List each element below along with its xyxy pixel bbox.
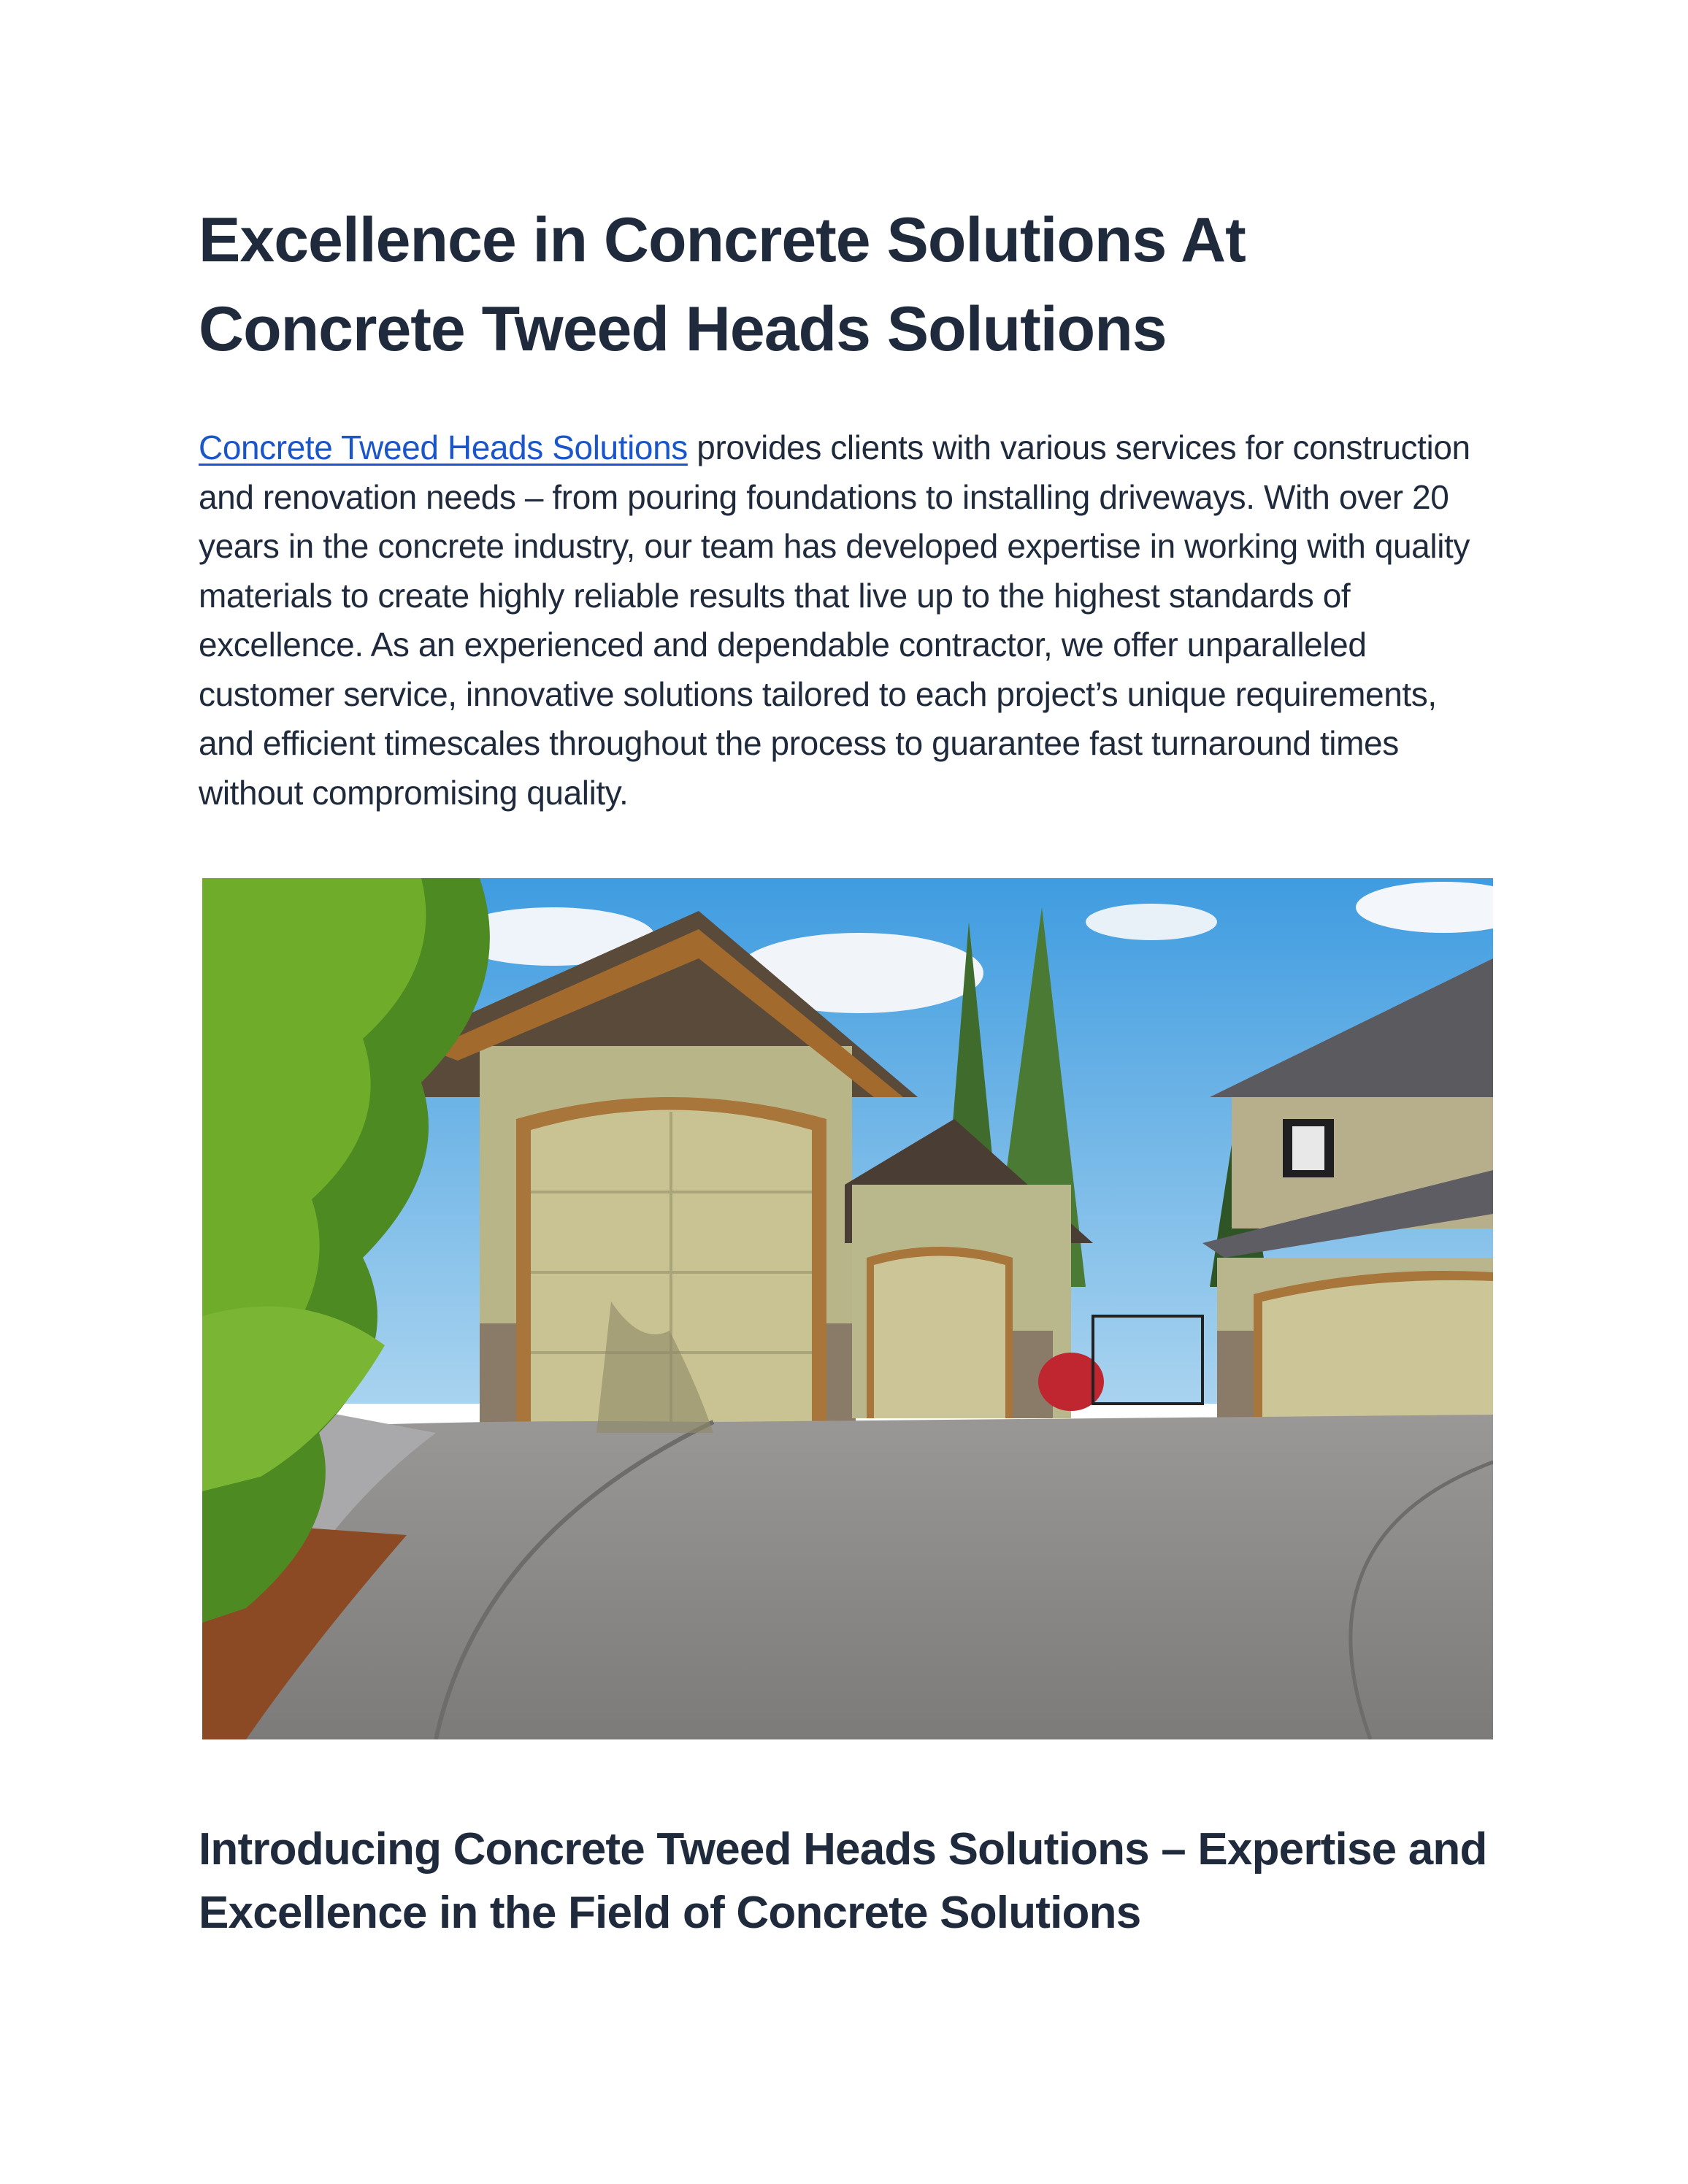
section-heading: Introducing Concrete Tweed Heads Solutions – Expertise and Excellence in the Field of Concrete Solutions [199, 1824, 1487, 1938]
intro-paragraph [199, 423, 1498, 818]
hero-image [202, 878, 1493, 1739]
company-link[interactable]: Concrete Tweed Heads Solutions [199, 428, 688, 466]
page-title: Excellence in Concrete Solutions At Concrete Tweed Heads Solutions [199, 205, 1246, 364]
intro-body-text: provides clients with various services for construction and renovation needs – from pouring foundations to installing driveways. With over 20 years in the concrete industry, our team has developed expertise in working with quality materials to create highly reliable results that live up to the highest standards of excellence. As an experienced and dependable contractor, we offer unparalleled customer service, innovative solutions tailored to each project’s unique requirements, and efficient timescales throughout the process to guarantee fast turnaround times without compromising quality. [199, 428, 1470, 812]
